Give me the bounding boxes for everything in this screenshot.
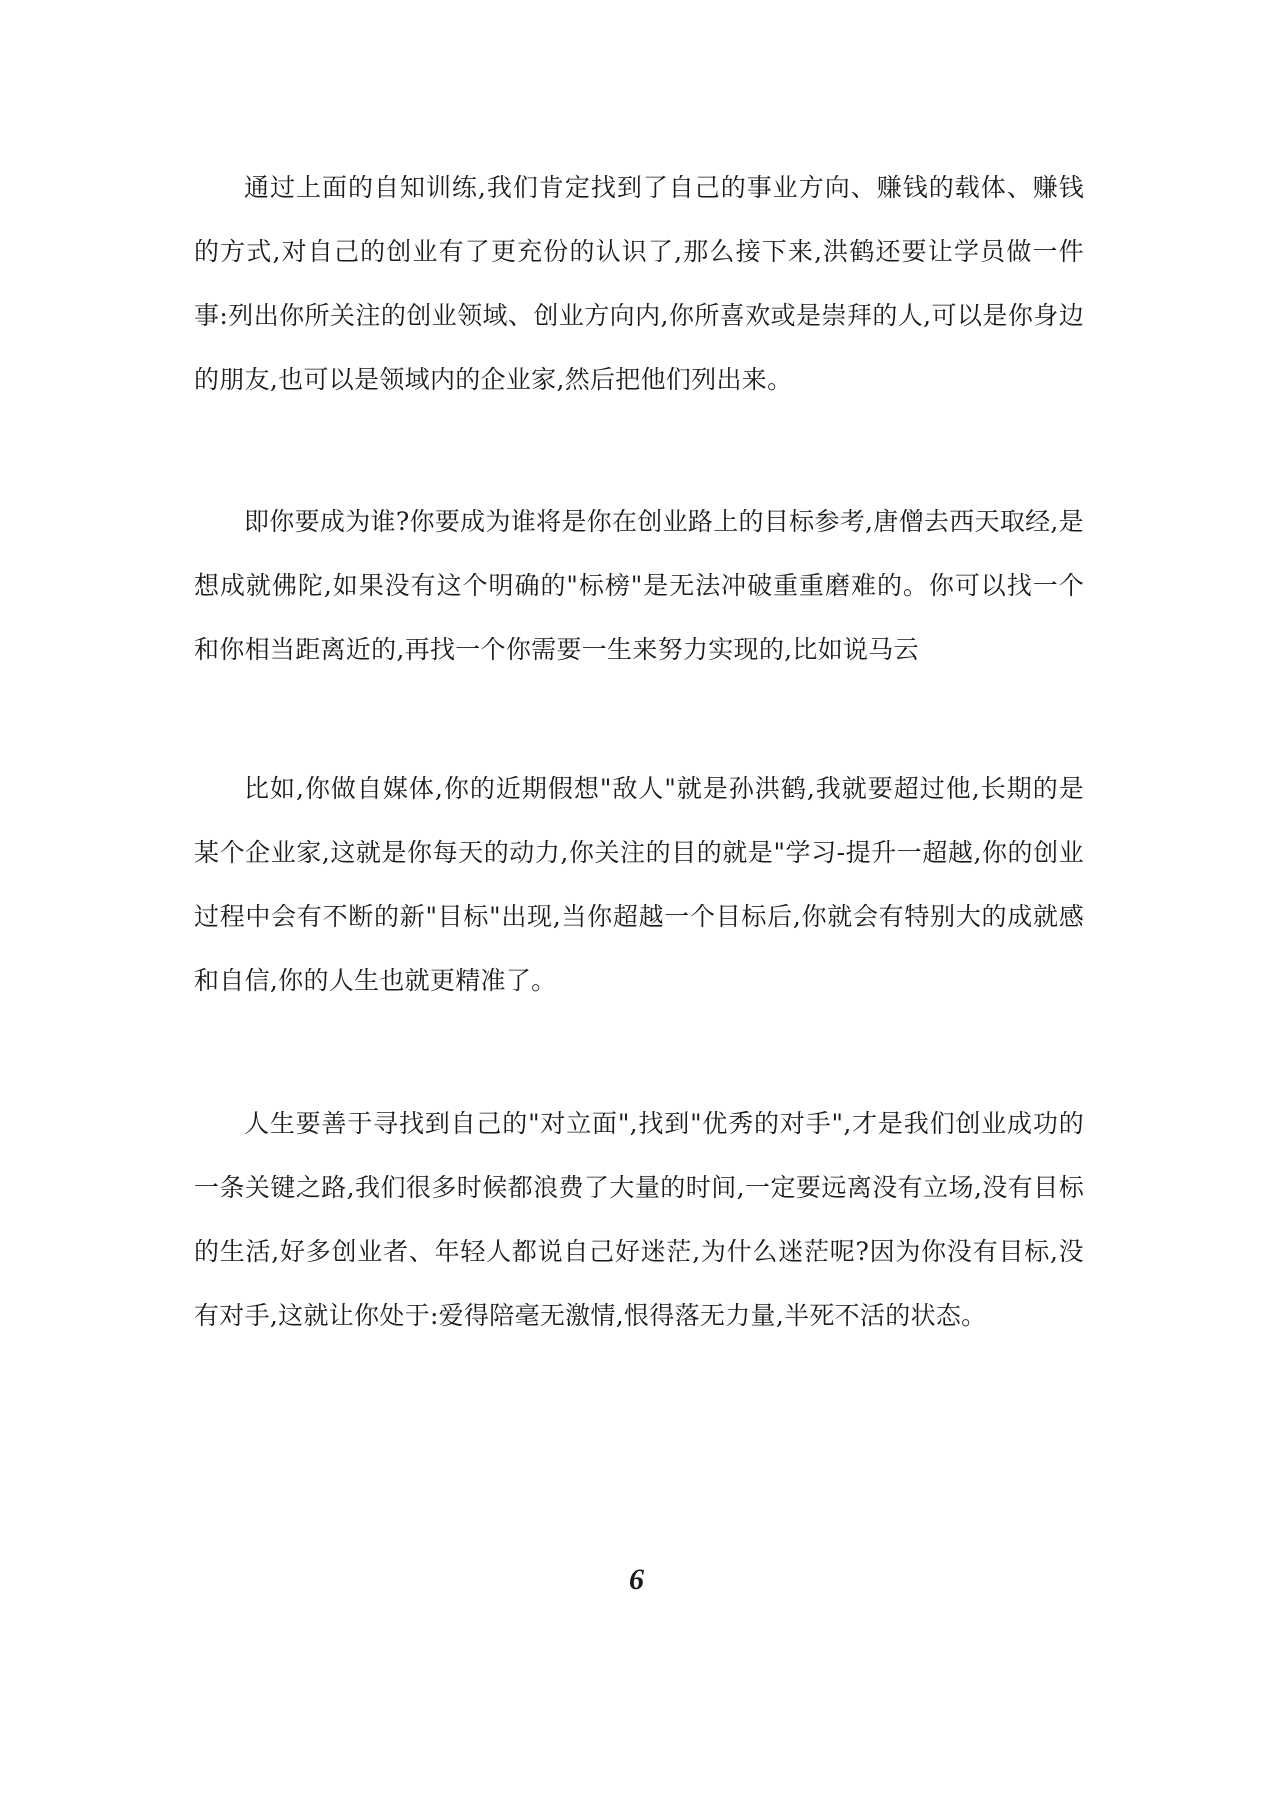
paragraph-find-opponent: 人生要善于寻找到自己的"对立面",找到"优秀的对手",才是我们创业成功的一条关键之路,我们很多时候都浪费了大量的时间,一定要远离没有立场,没有目标的生活,好多创业者、年轻人都说自己好迷茫,为什么迷茫呢?因为你没有目标,没有对手,这就让你处于:爱得陪毫无激情,恨得落无力量,半死不活的状态。 (194, 1109, 1084, 1330)
paragraph-who-to-become: 即你要成为谁?你要成为谁将是你在创业路上的目标参考,唐僧去西天取经,是想成就佛陀,如果没有这个明确的"标榜"是无法冲破重重磨难的。你可以找一个和你相当距离近的,再找一个你需要一生来努力实现的,比如说马云 (194, 507, 1084, 664)
paragraph-self-knowledge: 通过上面的自知训练,我们肯定找到了自己的事业方向、赚钱的载体、赚钱的方式,对自己的创业有了更充份的认识了,那么接下来,洪鹤还要让学员做一件事:列出你所关注的创业领域、创业方向内,你所喜欢或是崇拜的人,可以是你身边的朋友,也可以是领域内的企业家,然后把他们列出来。 (194, 173, 1084, 394)
paragraph-example-rival: 比如,你做自媒体,你的近期假想"敌人"就是孙洪鹤,我就要超过他,长期的是某个企业家,这就是你每天的动力,你关注的目的就是"学习-提升一超越,你的创业过程中会有不断的新"目标"出现,当你超越一个目标后,你就会有特别大的成就感和自信,你的人生也就更精准了。 (194, 774, 1084, 995)
page-number: 6 (629, 1563, 644, 1596)
